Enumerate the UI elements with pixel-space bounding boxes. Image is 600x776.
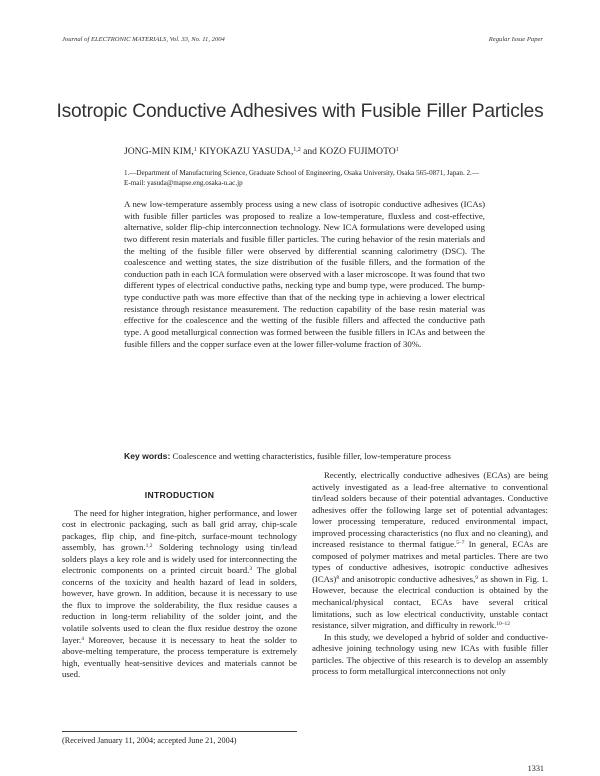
author-1: JONG-MIN KIM, [124, 146, 194, 157]
study-paragraph: In this study, we developed a hybrid of solder and conductive-adhesive joining technology using new ICAs with fusible filler particles. The objective of this research is to develop an assembly process to form metallurgical interconnections not only [312, 631, 548, 677]
left-column [62, 490, 297, 681]
intro-paragraph: The need for higher integration, higher performance, and lower cost in electronic packaging, such as ball grid array, chip-scale packages, flip chip, and fine-pitch, surface-mount technology assembly, has grown.$^{1,2}$ Soldering technology using tin/lead solders plays a key role and is widely used for interconnecting the electronic components on a printed circuit board.$^3$ The global concerns of the toxicity and health hazard of lead in solders, however, have grown. In addition, because it is necessary to use the flux to improve the solderability, the flux residue causes a reduction in long-term reliability of the solder joint, and the volatile solvents used to clean the flux residue destroy the ozone layer.$^4$ Moreover, because it is necessary to heat the solder to above-melting temperature, the process temperature is extremely high, eventually heat-sensitive devices and materials cannot be used. [62, 507, 297, 680]
author-2-affiliation: 1,2 [293, 147, 301, 153]
keywords-content: Coalescence and wetting characteristics, fusible filler, low-temperature process [172, 451, 451, 461]
keywords-block [124, 451, 485, 463]
footnote-divider [62, 731, 297, 732]
author-3-affiliation: 1 [395, 147, 399, 153]
received-date: (Received January 11, 2004; accepted June 21, 2004) [62, 736, 237, 745]
author-2: KIYOKAZU YASUDA, [199, 146, 294, 157]
journal-header: Journal of ELECTRONIC MATERIALS, Vol. 33, No. 11, 2004 [62, 36, 225, 43]
introduction-heading: INTRODUCTION [144, 490, 215, 500]
right-column [312, 470, 548, 678]
author-list [124, 146, 399, 157]
author-1-affiliation: 1 [193, 147, 197, 153]
affiliation-text: 1.—Department of Manufacturing Science, Graduate School of Engineering, Osaka University, Osaka 565-0871, Japan. 2.—E-mail: yasuda@mapse.eng.osaka-u.ac.jp [124, 169, 479, 188]
keywords-label: Key words: [124, 451, 171, 461]
paper-type-label: Regular Issue Paper [488, 36, 543, 43]
author-3: and KOZO FUJIMOTO [303, 146, 396, 157]
abstract-text: A new low-temperature assembly process using a new class of isotropic conductive adhesives (ICAs) with fusible filler particles was proposed to realize a low-temperature, fluxless and cost-effective, alternative, solder flip-chip interconnection technology. New ICA formulations were developed using two different resin materials and fusible filler particles. The curing behavior of the resin materials and the melting of the fusible filler were observed by differential scanning calorimetry (DSC). The coalescence and wetting states, the size distribution of the fusible fillers, and the formation of the conduction path in each ICA formulation were observed with a laser microscope. It was found that two different types of electrical conductive paths, necking type and bump type, were produced. The bump-type conductive path was more effective than that of the necking type in achieving a lower electrical resistance through resistance measurement. The reduction capability of the base resin material was effective for the coalescence and the wetting of the fusible fillers and affected the conductive path type. A good metallurgical connection was formed between the fusible fillers in ICAs and between the fusible fillers and the copper surface even at the lower filler-volume fraction of 30%. [124, 199, 485, 349]
ecas-paragraph: Recently, electrically conductive adhesives (ECAs) are being actively investigated as a lead-free alternative to conventional tin/lead solders because of their potential advantages. Conductive adhesives offer the following large set of potential advantages: lower processing temperature, reduced environmental impact, improved processing characteristics (no flux and no cleaning), and increased resistance to thermal fatigue.$^{5-7}$ In general, ECAs are composed of polymer matrixes and metal particles. There are two types of conductive adhesives, isotropic conductive adhesives (ICAs)$^8$ and anisotropic conductive adhesives,$^9$ as shown in Fig. 1. However, because the electrical conduction is obtained by the mechanical/physical contact, ECAs have several critical limitations, such as low electrical conductivity, unstable contact resistance, silver migration, and difficulty in rework.$^{10-12}$ [312, 470, 549, 631]
page-number: 1331 [527, 764, 544, 773]
paper-title: Isotropic Conductive Adhesives with Fusible Filler Particles [56, 101, 544, 122]
